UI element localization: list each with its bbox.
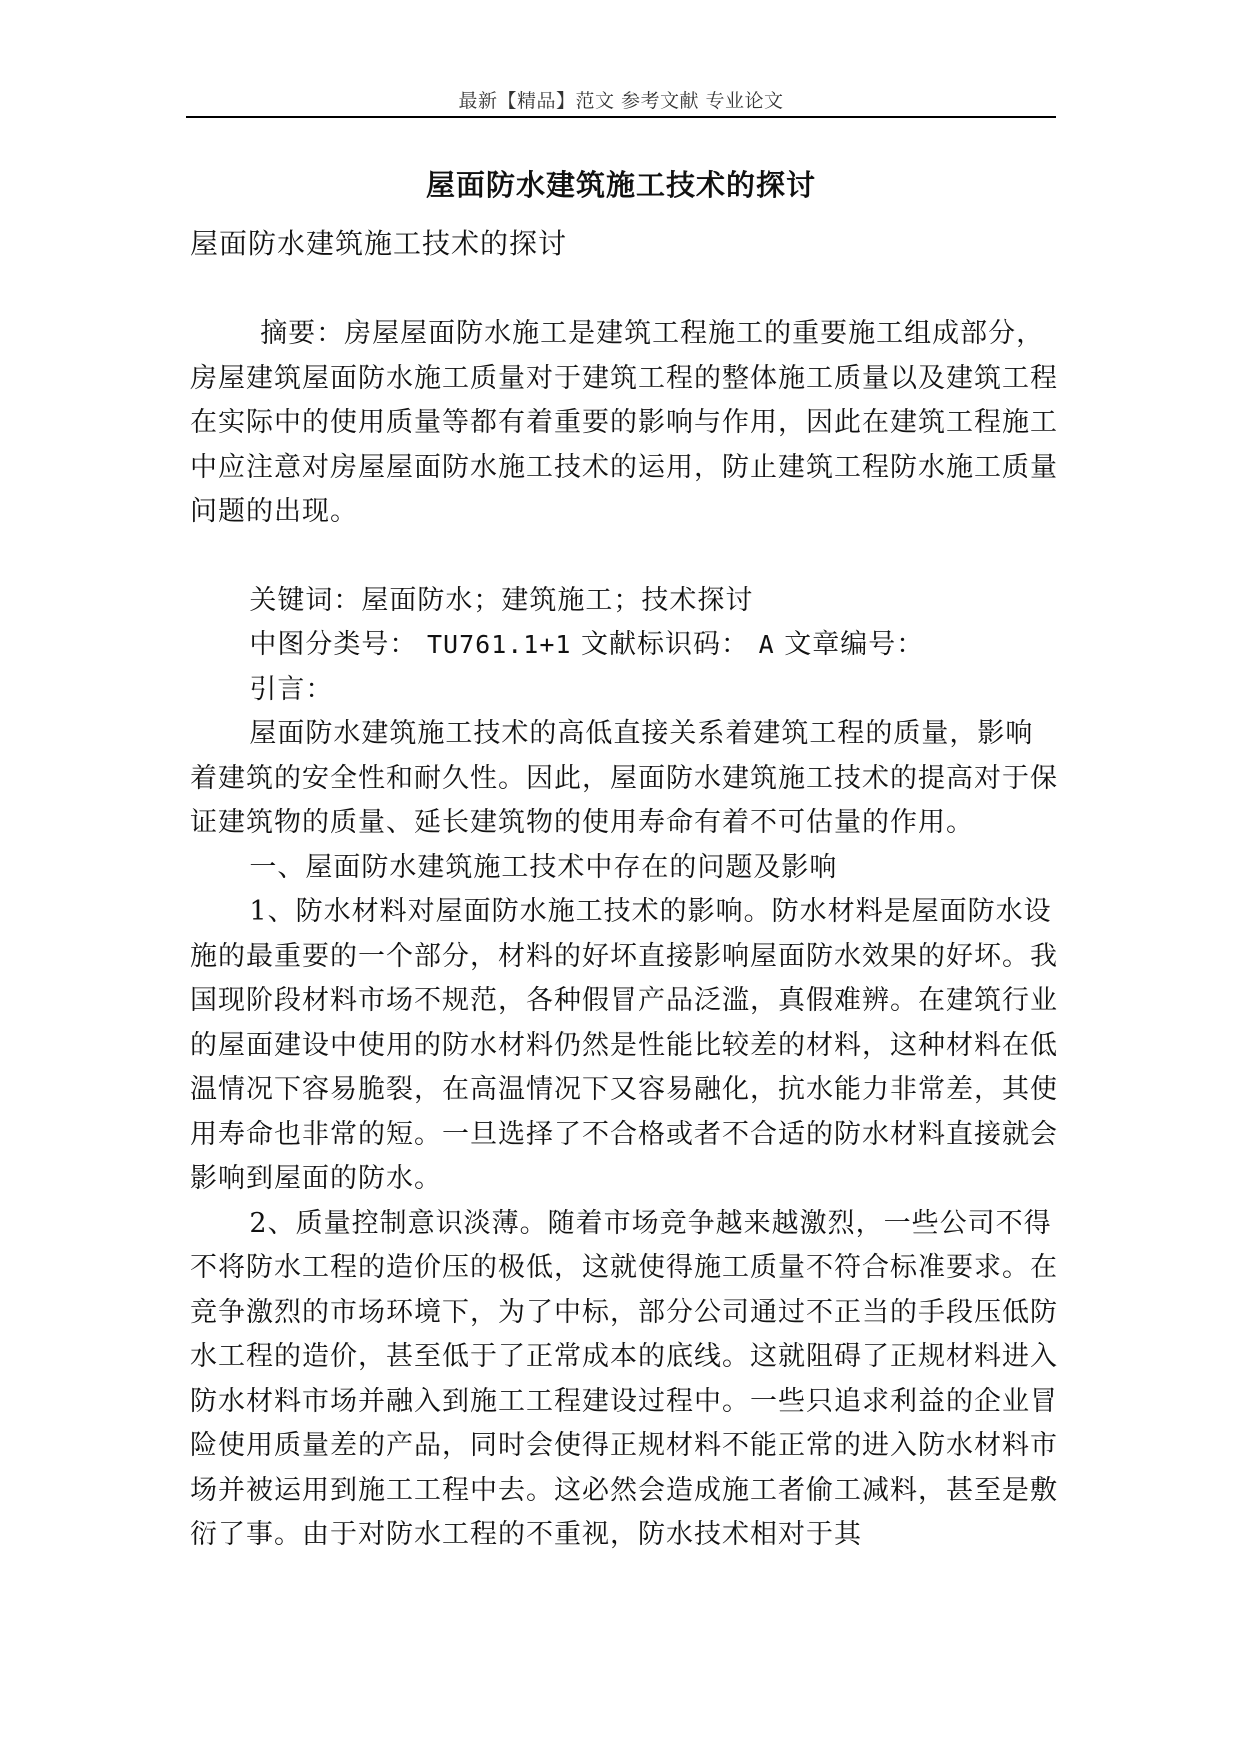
doc-code-label: 文献标识码： — [581, 629, 750, 660]
body-paragraph-materials: 1、防水材料对屋面防水施工技术的影响。防水材料是屋面防水设施的最重要的一个部分，材料的好坏直接影响屋面防水效果的好坏。我国现阶段材料市场不规范，各种假冒产品泛滥，真假难辨。在建筑行业的屋面建设中使用的防水材料仍然是性能比较差的材料，这种材料在低温情况下容易脆裂，在高温情况下又容易融化，抗水能力非常差，其使用寿命也非常的短。一旦选择了不合格或者不合适的防水材料直接就会影响到屋面的防水。 — [190, 896, 1058, 1194]
article-no-label: 文章编号： — [784, 629, 925, 660]
clc-value: TU761.1+1 — [426, 630, 572, 659]
intro-paragraph: 屋面防水建筑施工技术的高低直接关系着建筑工程的质量，影响着建筑的安全性和耐久性。因此，屋面防水建筑施工技术的提高对于保证建筑物的质量、延长建筑物的使用寿命有着不可估量的作用。 — [190, 718, 1058, 838]
classification-line — [190, 623, 1060, 668]
running-header: 最新【精品】范文 参考文献 专业论文 — [458, 90, 784, 112]
document-title: 屋面防水建筑施工技术的探讨 — [425, 168, 816, 202]
clc-label: 中图分类号： — [249, 629, 418, 660]
header-divider — [186, 116, 1056, 118]
keywords-line: 关键词：屋面防水；建筑施工；技术探讨 — [249, 584, 754, 616]
body-paragraph-quality-control: 2、质量控制意识淡薄。随着市场竞争越来越激烈，一些公司不得不将防水工程的造价压的极低，这就使得施工质量不符合标准要求。在竞争激烈的市场环境下，为了中标，部分公司通过不正当的手段压低防水工程的造价，甚至低于了正常成本的底线。这就阻碍了正规材料进入防水材料市场并融入到施工工程建设过程中。一些只追求利益的企业冒险使用质量差的产品，同时会使得正规材料不能正常的进入防水材料市场并被运用到施工工程中去。这必然会造成施工者偷工减料，甚至是敷衍了事。由于对防水工程的不重视，防水技术相对于其 — [190, 1207, 1058, 1550]
document-body — [190, 312, 1060, 1558]
doc-code-value: A — [758, 630, 775, 659]
intro-label: 引言： — [249, 673, 334, 705]
document-subtitle: 屋面防水建筑施工技术的探讨 — [190, 227, 568, 260]
spacer — [190, 535, 1060, 579]
abstract-paragraph: 摘要：房屋屋面防水施工是建筑工程施工的重要施工组成部分，房屋建筑屋面防水施工质量对于建筑工程的整体施工质量以及建筑工程在实际中的使用质量等都有着重要的影响与作用，因此在建筑工程施工中应注意对房屋屋面防水施工技术的运用，防止建筑工程防水施工质量问题的出现。 — [190, 318, 1058, 527]
section-heading-1: 一、屋面防水建筑施工技术中存在的问题及影响 — [249, 851, 838, 883]
